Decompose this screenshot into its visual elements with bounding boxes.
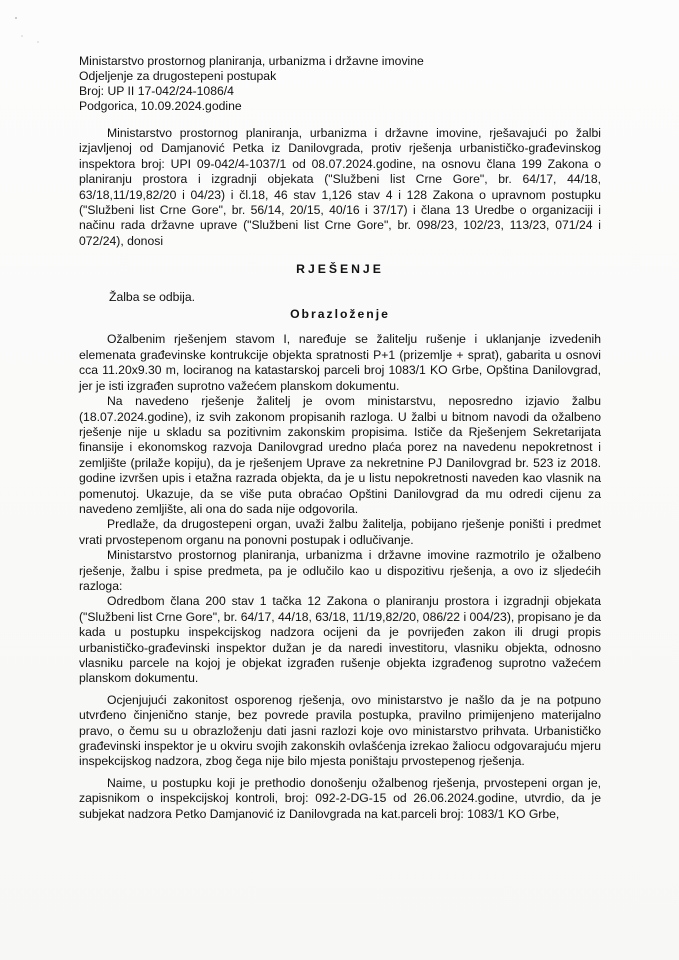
- intro-paragraph: Ministarstvo prostornog planiranja, urbanizma i državne imovine, rješavajući po žalbi izjavljenoj od Damjanović Petka iz Danilovgrada, protiv rješenja urbanističko-građevinskog inspektora broj: UPI 09-042/4-1037/1 od 08.07.2024.godine, na osnovu člana 199 Zakona o planiranju prostora i izgradnji objekata ("Službeni list Crne Gore", br. 64/17, 44/18, 63/18,11/19,82/20 i 04/23) i čl.18, 46 stav 1,126 stav 4 i 128 Zakona o upravnom postupku ("Službeni list Crne Gore", br. 56/14, 20/15, 40/16 i 37/17) i člana 13 Uredbe o organizaciji i načinu rada državne uprave ("Službeni list Crne Gore", br. 098/23, 102/23, 113/23, 071/24 i 072/24), donosi: [79, 126, 601, 248]
- decision-statement: Žalba se odbija.: [109, 289, 196, 304]
- paragraph-2: Na navedeno rješenje žalitelj je ovom ministarstvu, neposredno izjavio žalbu (18.07.2024.godine), iz svih zakonom propisanih razloga. U žalbi u bitnom navodi da ožalbeno rješenje nije u skladu sa pozitivnim zakonskim propisima. Ističe da Rješenjem Sekretarijata finansije i ekonomskog razvoja Danilovgrad uredno plaća porez na navedenu nepokretnost i zemljište (prilaže kopiju), da je rješenjem Uprave za nekretnine PJ Danilovgrad br. 523 iz 2018. godine izvršen upis i etažna razrada objekta, da je u listu nepokretnosti naveden kao vlasnik na pomenutoj. Ukazuje, da se više puta obraćao Opštini Danilovgrad da mu odredi cijenu za navedeno zemljište, ali ona do sada nije odgovorila.: [79, 394, 601, 516]
- paragraph-6: Ocjenjujući zakonitost osporenog rješenja, ovo ministarstvo je našlo da je na potpuno utvrđeno činjenično stanje, bez povrede pravila postupka, pravilno primijenjeno materijalno pravo, o čemu su u obrazloženju dati jasni razlozi koje ovo ministarstvo prihvata. Urbanističko građevinski inspektor je u okviru svojih zakonskih ovlašćenja izrekao žaliocu odgovarajuću mjeru inspekcijskog nadzora, zbog čega nije bilo mjesta poništaju prvostepenog rješenja.: [79, 692, 601, 769]
- paragraph-1: Ožalbenim rješenjem stavom I, naređuje se žalitelju rušenje i uklanjanje izvedenih elemenata građevinske kontrukcije objekta spratnosti P+1 (prizemlje + sprat), gabarita u osnovi cca 11.20x9.30 m, lociranog na katastarskoj parceli broj 1083/1 KO Grbe, Opština Danilovgrad, jer je isti izgrađen suprotno važećem planskom dokumentu.: [79, 332, 601, 393]
- decision-title: RJEŠENJE: [296, 262, 384, 277]
- scan-smudge: [8, 12, 48, 52]
- paragraph-5: Odredbom člana 200 stav 1 tačka 12 Zakona o planiranju prostora i izgradnji objekata ("Službeni list Crne Gore", br. 64/17, 44/18, 63/18, 11/19,82/20, 086/22 i 004/23), propisano je da kada u postupku inspekcijskog nadzora ocijeni da je povrijeđen zakon ili drugi propis urbanističko-građevinski inspektor dužan je da naredi investitoru, vlasniku objekta, odnosno vlasniku parcele na kojoj je objekat izgrađen rušenje objekta izgrađenog suprotno važećem planskom dokumentu.: [79, 594, 602, 686]
- department-name: Odjeljenje za drugostepeni postupak: [79, 69, 277, 83]
- reasoning-title: Obrazloženje: [290, 307, 390, 322]
- paragraph-3: Predlaže, da drugostepeni organ, uvaži žalbu žalitelja, pobijano rješenje poništi i predmet vrati prvostepenom organu na ponovni postupak i odlučivanje.: [79, 517, 601, 547]
- paragraph-4: Ministarstvo prostornog planiranja, urbanizma i državne imovine razmotrilo je ožalbeno rješenje, žalbu i spise predmeta, pa je odlučilo kao u dispozitivu rješenja, a ovo iz sljedećih razloga:: [79, 548, 601, 593]
- ministry-name: Ministarstvo prostornog planiranja, urbanizma i državne imovine: [79, 54, 424, 68]
- document-body: [79, 126, 601, 822]
- document-number: Broj: UP II 17-042/24-1086/4: [79, 84, 234, 98]
- paragraph-7: Naime, u postupku koji je prethodio donošenju ožalbenog rješenja, prvostepeni organ je, zapisnikom o inspekcijskoj kontroli, broj: 092-2-DG-15 od 26.06.2024.godine, utvrdio, da je subjekat nadzora Petko Damjanović iz Danilovgrada na kat.parceli broj: 1083/1 KO Grbe,: [79, 775, 601, 821]
- document-date: Podgorica, 10.09.2024.godine: [79, 99, 242, 113]
- document-header: [79, 54, 619, 114]
